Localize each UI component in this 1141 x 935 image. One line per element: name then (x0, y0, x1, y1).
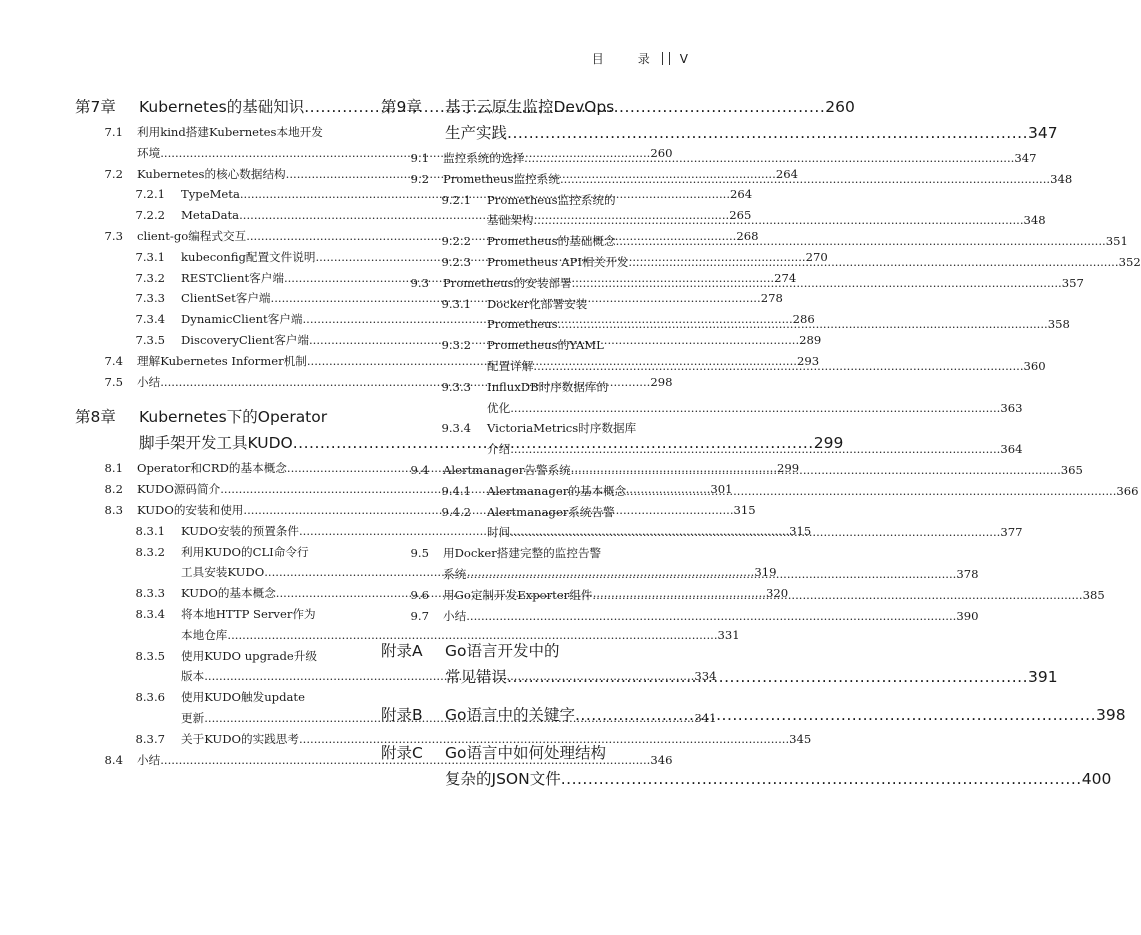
page-number: 351 (1105, 234, 1128, 249)
toc-entry-9-7[interactable] (381, 606, 979, 627)
page-number: 260 (825, 98, 855, 116)
subsection-number: 7.3.4 (135, 312, 165, 327)
subsection-number: 8.3.4 (135, 606, 165, 621)
subsection-title-cont: 更新 (181, 710, 205, 725)
page-number: 264 (775, 166, 798, 181)
chapter-number: 第7章 (75, 98, 116, 116)
section-number: 9.6 (410, 587, 429, 602)
section-number: 7.2 (104, 166, 123, 181)
subsection-title: 利用KUDO的CLI命令行 (181, 544, 309, 559)
section-number: 8.3 (104, 502, 123, 517)
appendix-title: Go语言开发中的 (445, 642, 560, 661)
subsection-title: DiscoveryClient客户端 (181, 332, 309, 347)
appendix-title: Go语言中如何处理结构 (445, 744, 606, 763)
page-number: 398 (1096, 706, 1126, 725)
section-number: 9.3 (410, 275, 429, 290)
page-number: 274 (774, 270, 797, 285)
page-number: 391 (1028, 668, 1058, 687)
subsection-number: 9.2.1 (441, 192, 471, 207)
page-number: 315 (733, 502, 756, 517)
leader-dots (507, 664, 1028, 690)
section-title: 监控系统的选择 (443, 151, 525, 165)
subsection-title: KUDO的基本概念 (181, 586, 276, 601)
leader-dots (560, 169, 1050, 190)
header-label-1: 目 (591, 52, 604, 66)
section-title: 理解Kubernetes Informer机制 (137, 353, 307, 368)
toc-entry-8-3-7[interactable] (75, 729, 812, 750)
section-number: 7.3 (104, 228, 123, 243)
page-number: 366 (1116, 483, 1139, 498)
page-number: 347 (1028, 124, 1058, 142)
section-title: client-go编程式交互 (137, 228, 247, 243)
subsection-number: 7.3.2 (135, 270, 165, 285)
subsection-number: 7.3.5 (135, 332, 165, 347)
toc-entry-9-3-3[interactable] (381, 377, 1023, 419)
appendix-number: 附录A (381, 642, 423, 661)
subsection-title: TypeMeta (181, 187, 240, 202)
page-number: 358 (1047, 317, 1070, 332)
section-number: 9.7 (410, 608, 429, 623)
subsection-number: 9.4.1 (441, 483, 471, 498)
subsection-title-cont: 工具安装KUDO (181, 565, 265, 580)
subsection-number: 8.3.6 (135, 690, 165, 705)
subsection-title: 关于KUDO的实践思考 (181, 731, 299, 746)
section-number: 9.1 (410, 151, 429, 165)
subsection-number: 9.3.2 (441, 338, 471, 353)
section-title: Prometheus的安装部署 (443, 275, 572, 290)
subsection-title: Docker化部署安装 (487, 296, 588, 311)
page-number: 348 (1050, 171, 1073, 186)
page-number: 289 (799, 332, 822, 347)
subsection-title: RESTClient客户端 (181, 270, 284, 285)
leader-dots (533, 356, 1023, 377)
page-number: 364 (1000, 442, 1023, 457)
page-number: 390 (956, 608, 979, 623)
subsection-title-cont: 本地仓库 (181, 627, 228, 642)
appendix-title-cont: 常见错误 (445, 668, 508, 687)
subsection-title: KUDO安装的预置条件 (181, 523, 299, 538)
leader-dots (572, 273, 1062, 294)
subsection-title-cont: 版本 (181, 669, 205, 684)
subsection-number: 8.3.1 (135, 523, 165, 538)
chapter-title-cont: 脚手架开发工具KUDO (139, 434, 293, 453)
subsection-title-cont: 介绍 (487, 442, 511, 457)
subsection-number: 9.3.1 (441, 296, 471, 311)
subsection-title: Prometheus的基础概念 (487, 234, 616, 249)
chapter-title: 基于云原生监控DevOps (445, 98, 615, 116)
chapter-title: Kubernetes的基础知识 (139, 98, 305, 116)
subsection-title: Alertmanager的基本概念 (487, 483, 627, 498)
section-title: Prometheus监控系统 (443, 171, 560, 186)
appendix-title-cont: 复杂的JSON文件 (445, 770, 561, 789)
page-number: 348 (1023, 213, 1046, 228)
subsection-number: 9.4.2 (441, 504, 471, 519)
section-title-cont: 环境 (137, 145, 161, 160)
header-label-2: 录 (637, 52, 650, 66)
section-title: 利用kind搭建Kubernetes本地开发 (137, 125, 323, 139)
page-number: 334 (694, 669, 717, 684)
running-header (592, 50, 688, 67)
leader-dots (616, 231, 1106, 252)
leader-dots (466, 564, 956, 585)
section-title: Alertmanager告警系统 (443, 462, 571, 477)
subsection-number: 8.3.2 (135, 544, 165, 559)
page-number: 377 (1000, 525, 1023, 540)
page-number: 400 (1081, 770, 1112, 789)
page-number: 268 (736, 228, 759, 243)
page-number: 286 (792, 312, 815, 327)
subsection-title: Prometheus API相关开发 (487, 254, 629, 269)
subsection-number: 8.3.7 (135, 731, 165, 746)
subsection-title: ClientSet客户端 (181, 291, 271, 306)
page-number: 360 (1023, 358, 1046, 373)
leader-dots (510, 522, 1000, 543)
leader-dots (575, 702, 1096, 728)
section-title: KUDO源码简介 (137, 482, 221, 497)
subsection-title: 将本地HTTP Server作为 (181, 606, 316, 621)
subsection-title-cont: Prometheus (487, 317, 558, 332)
section-number: 8.2 (104, 482, 123, 497)
leader-dots (571, 460, 1061, 481)
header-divider (662, 52, 670, 65)
subsection-number: 9.3.4 (441, 421, 471, 436)
subsection-number: 7.2.1 (135, 187, 165, 202)
subsection-title-cont: 优化 (487, 400, 511, 415)
leader-dots (628, 252, 1118, 273)
appendix-c[interactable] (381, 740, 1112, 792)
page-number: 347 (1014, 151, 1037, 165)
subsection-title-cont: 基础架构 (487, 213, 534, 228)
subsection-number: 9.3.3 (441, 379, 471, 394)
section-title: Operator和CRD的基本概念 (137, 461, 287, 476)
leader-dots (466, 606, 956, 627)
appendix-number: 附录C (381, 744, 423, 763)
chapter-title: Kubernetes下的Operator (139, 408, 328, 427)
leader-dots (510, 398, 1000, 419)
subsection-title: Prometheus监控系统的 (487, 192, 616, 207)
subsection-number: 8.3.3 (135, 586, 165, 601)
appendix-title: Go语言中的关键字 (445, 706, 575, 725)
page-number: 293 (796, 353, 820, 368)
subsection-title: MetaData (181, 208, 240, 223)
section-number: 7.1 (104, 125, 123, 139)
page-number: 315 (789, 523, 812, 538)
subsection-title: kubeconfig配置文件说明 (181, 249, 316, 264)
page-number: 365 (1060, 462, 1083, 477)
page-number: 260 (650, 145, 673, 160)
page-number: 320 (765, 586, 789, 601)
subsection-title-cont: 配置详解 (487, 358, 534, 373)
section-number: 8.1 (104, 461, 123, 476)
subsection-number: 9.2.3 (441, 254, 471, 269)
section-title: KUDO的安装和使用 (137, 502, 244, 517)
subsection-title: DynamicClient客户端 (181, 312, 303, 327)
page-number: 278 (760, 291, 783, 306)
toc-entry-9-1[interactable] (381, 148, 1037, 169)
page-number: 345 (789, 731, 812, 746)
subsection-title: Prometheus的YAML (487, 338, 604, 353)
section-title: 小结 (443, 608, 467, 623)
page-number: 299 (813, 434, 844, 453)
subsection-title: VictoriaMetrics时序数据库 (487, 421, 637, 436)
page-number: 352 (1118, 254, 1141, 269)
section-number: 8.4 (104, 752, 123, 767)
page-number: 265 (729, 208, 752, 223)
leader-dots (592, 585, 1082, 606)
chapter-number: 第8章 (75, 408, 116, 427)
subsection-title: 使用KUDO触发update (181, 690, 305, 705)
section-number: 9.2 (410, 171, 429, 186)
page-number: 346 (650, 752, 673, 767)
page-number: 357 (1061, 275, 1084, 290)
page-number: 319 (754, 565, 777, 580)
page-number: 299 (777, 461, 800, 476)
section-title: 小结 (137, 752, 161, 767)
page-number: 341 (694, 710, 717, 725)
page-number: 331 (717, 627, 740, 642)
leader-dots (626, 481, 1116, 502)
page-number: 264 (730, 187, 753, 202)
section-title-cont: 系统 (443, 566, 467, 581)
subsection-title-cont: 时间 (487, 525, 511, 540)
subsection-title: 使用KUDO upgrade升级 (181, 648, 317, 663)
page-number: 270 (805, 249, 828, 264)
leader-dots (558, 314, 1048, 335)
chapter-number: 第9章 (381, 98, 422, 116)
section-title: 用Go定制开发Exporter组件 (443, 587, 593, 602)
leader-dots (510, 439, 1000, 460)
chapter-title-cont: 生产实践 (445, 124, 508, 142)
page-number: 378 (956, 566, 979, 581)
section-number: 9.4 (410, 462, 429, 477)
section-title: 用Docker搭建完整的监控告警 (443, 546, 602, 561)
appendix-number: 附录B (381, 706, 423, 725)
section-title: Kubernetes的核心数据结构 (137, 166, 286, 181)
header-page-number: V (679, 51, 688, 66)
section-number: 7.4 (104, 353, 123, 368)
page-number: 385 (1082, 587, 1105, 602)
subsection-number: 8.3.5 (135, 648, 165, 663)
section-title: 小结 (137, 374, 161, 389)
subsection-number: 7.3.1 (135, 249, 165, 264)
subsection-title: Alertmanager系统告警 (487, 504, 615, 519)
section-number: 9.5 (410, 546, 429, 561)
subsection-number: 7.3.3 (135, 291, 165, 306)
leader-dots (561, 766, 1082, 792)
leader-dots (524, 148, 1014, 169)
subsection-number: 7.2.2 (135, 208, 165, 223)
page-number: 363 (1000, 400, 1023, 415)
subsection-number: 9.2.2 (441, 234, 471, 249)
subsection-title: InfluxDB时序数据库的 (487, 379, 609, 394)
leader-dots (533, 210, 1023, 231)
leader-dots (507, 120, 1028, 146)
page-number: 301 (710, 482, 733, 497)
page-number: 298 (650, 374, 673, 389)
section-number: 7.5 (104, 374, 123, 389)
